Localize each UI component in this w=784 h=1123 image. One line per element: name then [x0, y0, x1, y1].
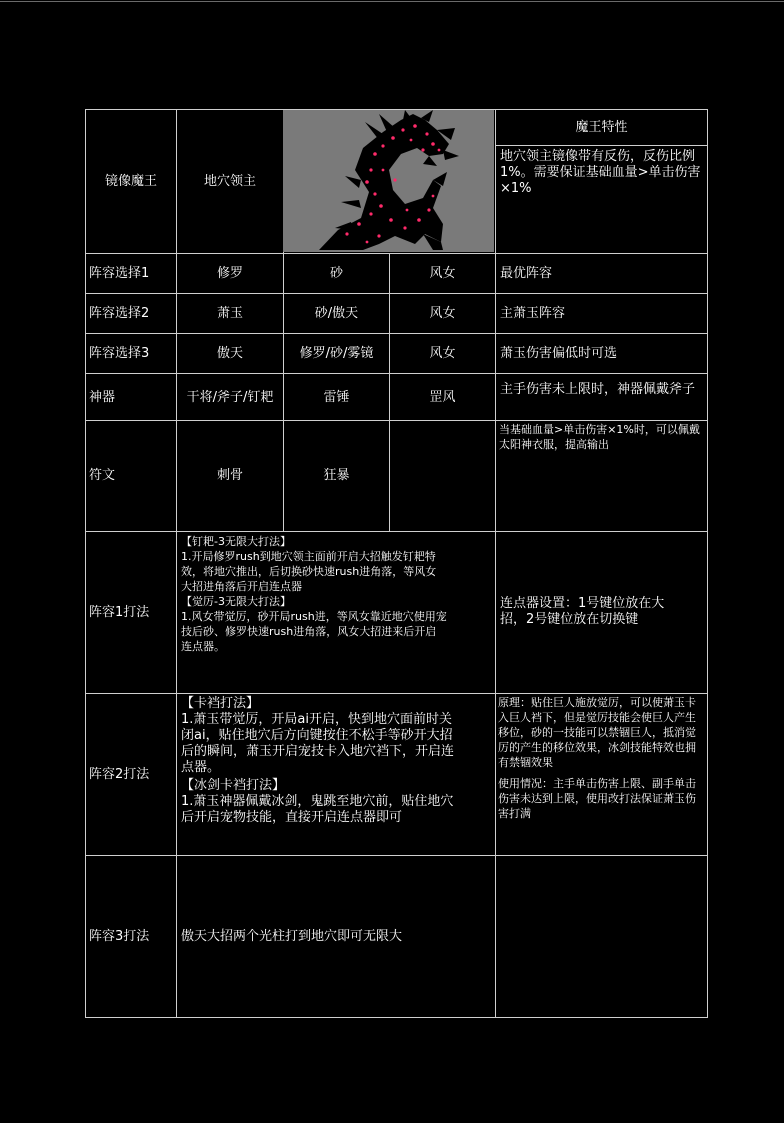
artifact-label: 神器 [89, 390, 116, 405]
rune-note-cell [495, 420, 708, 532]
artifact-c1-cell [176, 373, 284, 421]
row1-c2: 砂 [329, 266, 343, 281]
top-rule [0, 1, 784, 2]
row1-c1-cell [176, 253, 284, 294]
row1-label: 阵容选择1 [89, 266, 150, 281]
lineup2-line-6: 【冰剑卡裆打法】 [181, 778, 286, 793]
lineup2-label: 阵容2打法 [89, 767, 150, 782]
rune-note: 当基础血量>单击伤害×1%时，可以佩戴太阳神衣服，提高输出 [499, 423, 700, 451]
rune-c1: 刺骨 [216, 468, 243, 483]
row3-label: 阵容选择3 [89, 346, 150, 361]
trait-title: 魔王特性 [575, 120, 628, 135]
row2-note: 主萧玉阵容 [500, 306, 566, 321]
artifact-c3-cell [389, 373, 496, 421]
lineup2-note-principle: 原理：贴住巨人施放觉厉，可以使萧玉卡入巨人裆下，但是觉厉技能会使巨人产生移位，砂的一技能可以禁锢巨人，抵消觉厉的产生的移位效果，冰剑技能特效也拥有禁锢效果 [498, 696, 696, 769]
lineup1-line-1: 【钉耙-3无限大打法】 [181, 535, 291, 548]
row2-c3: 风女 [429, 306, 456, 321]
row3-c2: 修罗/砂/雾镜 [299, 346, 374, 361]
lineup3-label: 阵容3打法 [89, 929, 150, 944]
lineup2-note-usage: 使用情况：主手单击伤害上限、副手单击伤害未达到上限，使用改打法保证萧玉伤害打满 [498, 777, 696, 820]
lineup2-line-8: 后开启宠物技能，直接开启连点器即可 [181, 810, 403, 825]
row1-c3: 风女 [429, 266, 456, 281]
lineup1-line-6: 1.风女带觉厉，砂开局rush进，等风女靠近地穴使用宠 [181, 610, 447, 623]
lineup1-line-3: 效，将地穴推出，后切换砂快速rush进角落，等风女 [181, 565, 437, 578]
lineup2-line-5: 点器。 [181, 760, 221, 775]
rune-label: 符文 [89, 468, 116, 483]
row2-c1: 萧玉 [216, 306, 243, 321]
lineup1-note-cell [495, 531, 708, 694]
row3-label-cell [85, 333, 177, 374]
row2-c3-cell [389, 293, 496, 334]
lineup1-label: 阵容1打法 [89, 605, 150, 620]
rune-c3-cell [389, 420, 496, 532]
row1-label-cell [85, 253, 177, 294]
cell-boss-name [176, 109, 284, 254]
boss-type-label: 镜像魔王 [104, 174, 157, 189]
lineup2-text-cell [176, 693, 496, 856]
row3-c1: 傲天 [216, 346, 243, 361]
lineup3-text: 傲天大招两个光柱打到地穴即可无限大 [181, 929, 403, 944]
lineup3-note-cell [495, 855, 708, 1018]
cell-boss-type [85, 109, 177, 254]
row2-label-cell [85, 293, 177, 334]
row3-note-cell [495, 333, 708, 374]
row1-c2-cell [283, 253, 390, 294]
row2-c2-cell [283, 293, 390, 334]
cell-trait-text [495, 145, 708, 254]
lineup2-line-7: 1.萧玉神器佩戴冰剑，鬼跳至地穴前，贴住地穴 [181, 794, 454, 809]
lineup2-line-2: 1.萧玉带觉厉，开局ai开启，快到地穴面前时关 [181, 712, 452, 727]
row2-c1-cell [176, 293, 284, 334]
rune-c2: 狂暴 [323, 468, 350, 483]
row3-note: 萧玉伤害偏低时可选 [500, 346, 618, 361]
lineup2-line-3: 闭ai，贴住地穴后方向键按住不松手等砂开大招 [181, 728, 453, 743]
artifact-c2: 雷锤 [323, 390, 350, 405]
lineup1-line-5: 【觉厉-3无限大打法】 [181, 595, 291, 608]
rune-c1-cell [176, 420, 284, 532]
artifact-c2-cell [283, 373, 390, 421]
artifact-note: 主手伤害未上限时，神器佩戴斧子 [500, 382, 696, 397]
row3-c1-cell [176, 333, 284, 374]
lineup1-line-7: 技后砂、修罗快速rush进角落，风女大招进来后开启 [181, 625, 437, 638]
rune-label-cell [85, 420, 177, 532]
lineup2-line-1: 【卡裆打法】 [181, 696, 260, 711]
lineup3-text-cell [176, 855, 496, 1018]
artifact-c1: 干将/斧子/钉耙 [186, 390, 274, 405]
trait-text: 地穴领主镜像带有反伤，反伤比例1%。需要保证基础血量>单击伤害×1% [500, 149, 701, 196]
lineup2-line-4: 后的瞬间，萧玉开启宠技卡入地穴裆下，开启连 [181, 744, 455, 759]
lineup1-text-cell [176, 531, 496, 694]
row2-note-cell [495, 293, 708, 334]
row1-note-cell [495, 253, 708, 294]
row1-note: 最优阵容 [500, 266, 553, 281]
row3-c2-cell [283, 333, 390, 374]
lineup1-line-4: 大招进角落后开启连点器 [181, 580, 302, 593]
lineup1-label-cell [85, 531, 177, 694]
lineup1-line-8: 连点器。 [181, 640, 225, 653]
lineup3-label-cell [85, 855, 177, 1018]
row1-c1: 修罗 [216, 266, 243, 281]
rune-c2-cell [283, 420, 390, 532]
row3-c3-cell [389, 333, 496, 374]
lineup1-line-2: 1.开局修罗rush到地穴领主面前开启大招触发钉耙特 [181, 550, 436, 563]
cell-trait-title [495, 109, 708, 146]
artifact-label-cell [85, 373, 177, 421]
lineup1-note: 连点器设置：1号键位放在大招，2号键位放在切换键 [500, 596, 665, 627]
boss-illustration [283, 110, 494, 252]
boss-name-label: 地穴领主 [203, 174, 256, 189]
artifact-note-cell [495, 373, 708, 421]
row2-c2: 砂/傲天 [314, 306, 359, 321]
row3-c3: 风女 [429, 346, 456, 361]
row1-c3-cell [389, 253, 496, 294]
lineup2-label-cell [85, 693, 177, 856]
lineup2-note-cell [495, 693, 708, 856]
artifact-c3: 罡风 [429, 390, 456, 405]
row2-label: 阵容选择2 [89, 306, 150, 321]
